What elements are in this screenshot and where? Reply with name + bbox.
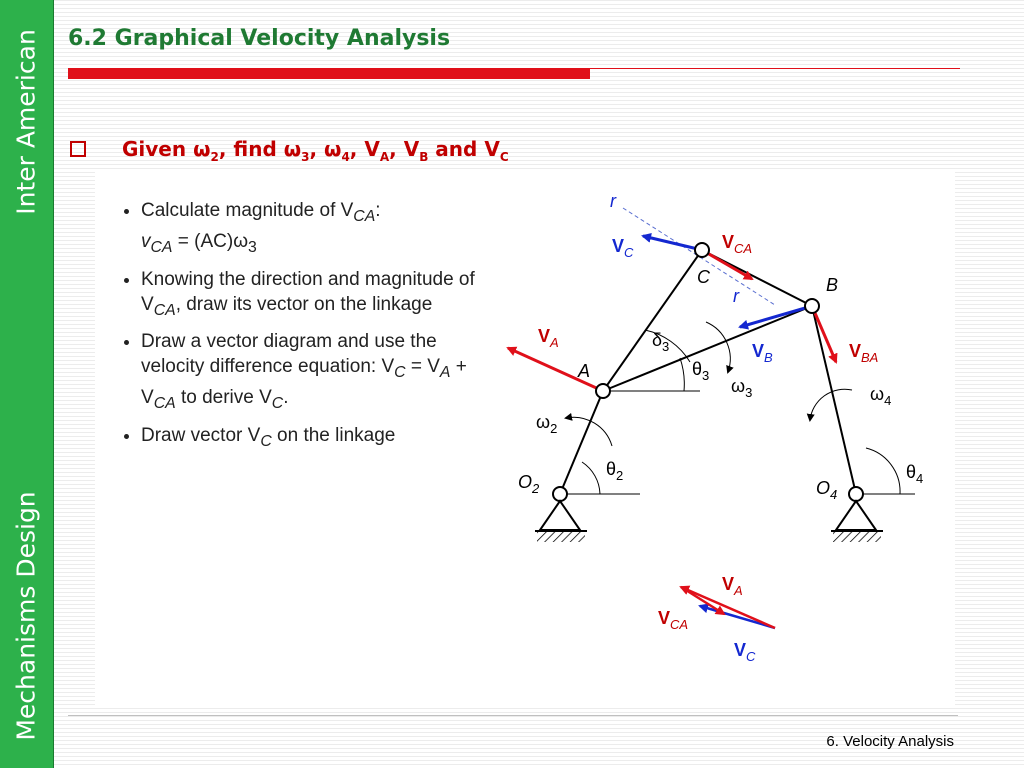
- label-omega4: $\omega_4$: [870, 384, 892, 408]
- label-o2: $O_2$: [518, 472, 540, 496]
- label-theta4: $\theta_4$: [906, 462, 924, 486]
- bullet-item: • Knowing the direction and magnitude of $V_{CA}$, draw its vector on the linkage: [141, 267, 503, 323]
- label-r-mid: r: [733, 286, 739, 306]
- label-vca: $V_{CA}$: [722, 232, 753, 256]
- pin-a: [596, 384, 610, 398]
- footer-text: 6. Velocity Analysis: [826, 733, 954, 750]
- pin-c: [695, 243, 709, 257]
- omega2-arc: [566, 417, 612, 446]
- page-title: 6.2 Graphical Velocity Analysis: [68, 26, 451, 51]
- pin-o4: [849, 487, 863, 501]
- label-c: C: [697, 267, 710, 287]
- label-delta3: $\delta_3$: [652, 330, 670, 354]
- vc-arrow: [643, 236, 702, 250]
- theta3-arc: [680, 358, 684, 391]
- footer-rule: [68, 715, 958, 716]
- label-r-top: r: [610, 191, 616, 211]
- vd-label-vca: $V_{CA}$: [658, 608, 689, 632]
- pin-o2: [553, 487, 567, 501]
- ground-support-o2: [540, 501, 580, 530]
- ground-support-o4: [836, 501, 876, 530]
- label-omega2: $\omega_2$: [536, 412, 558, 436]
- bullet-item: • Draw vector $V_C$ on the linkage: [141, 423, 503, 454]
- label-a: A: [578, 361, 591, 381]
- label-vc: $V_C$: [612, 236, 634, 260]
- omega4-arc: [810, 389, 852, 420]
- theta4-arc: [866, 448, 900, 494]
- theta2-arc: [582, 462, 600, 494]
- label-theta2: $\theta_2$: [606, 459, 624, 483]
- label-vba: $V_{BA}$: [849, 341, 879, 365]
- vd-label-va: $V_A$: [722, 574, 743, 598]
- label-va: $V_A$: [538, 326, 559, 350]
- sidebar-top-text: Inter American: [11, 29, 41, 215]
- link-b-o4: [812, 306, 856, 494]
- equation: $v_{CA} = (AC)\omega_3$: [141, 230, 257, 256]
- pin-b: [805, 299, 819, 313]
- ground-hatch-o4: [833, 532, 881, 542]
- vd-label-vc: $V_C$: [734, 640, 756, 664]
- vd-vca-arrow: [681, 587, 724, 614]
- label-vb: $V_B$: [752, 341, 773, 365]
- bullet-item: • Calculate magnitude of $V_{CA}$: $v_{CA} = (AC)\omega_3$: [141, 198, 503, 260]
- label-b: B: [826, 275, 839, 295]
- label-omega3: $\omega_3$: [731, 376, 753, 400]
- ground-hatch-o2: [537, 532, 585, 542]
- label-theta3: $\theta_3$: [692, 359, 710, 383]
- vd-vc-arrow: [700, 606, 775, 628]
- vb-arrow: [740, 306, 812, 327]
- sidebar-bottom-text: Mechanisms Design: [11, 491, 41, 741]
- bullet-item: • Draw a vector diagram and use the velocity difference equation: $V_C = V_A + V_{CA}$ to derive $V_C$.: [141, 329, 503, 416]
- given-text: Given $\omega_2$, find $\omega_3$, $\omega_4$, $V_A$, $V_B$ and $V_C$: [122, 137, 509, 164]
- label-o4: $O_4$: [816, 478, 838, 502]
